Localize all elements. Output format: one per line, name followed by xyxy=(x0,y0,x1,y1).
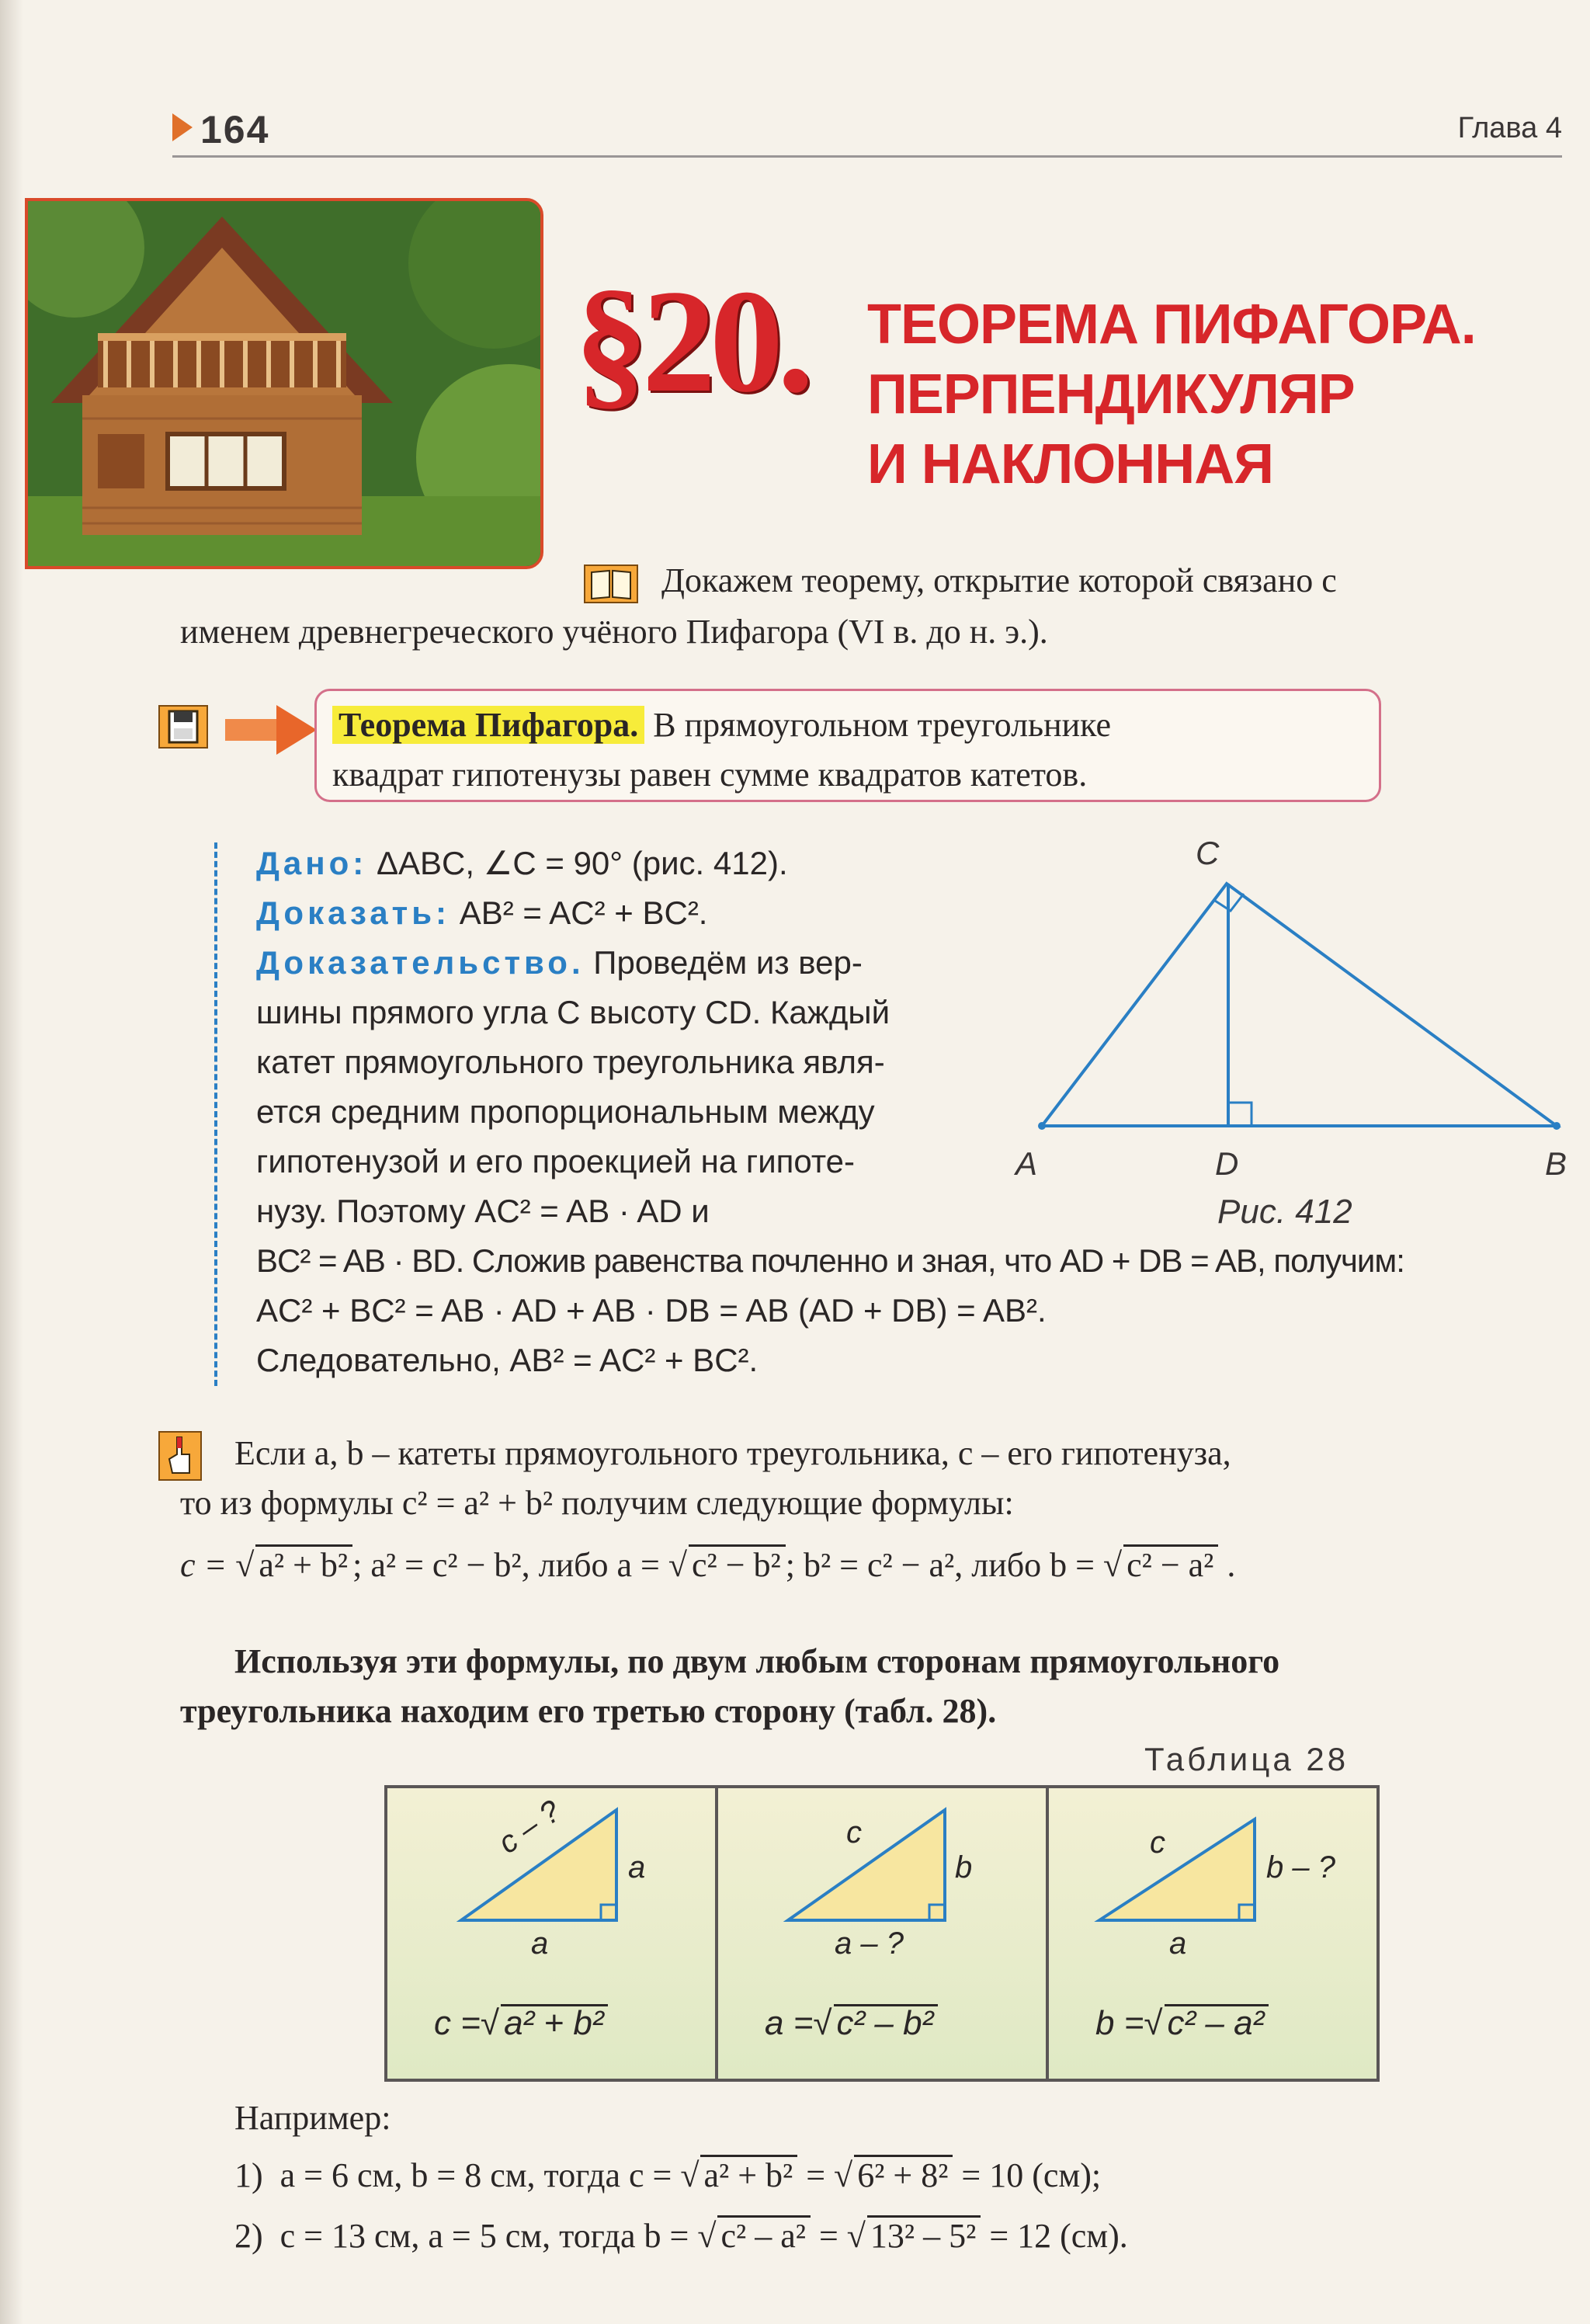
cell-formula xyxy=(434,2004,608,2043)
leg-label: b – ? xyxy=(1266,1850,1335,1885)
page-marker-arrow-icon xyxy=(172,113,193,141)
example-number: 1) xyxy=(234,2156,263,2194)
hypotenuse-label: c xyxy=(1150,1826,1165,1860)
proof-line: Проведём из вер- xyxy=(584,944,863,981)
prove-keyword: Доказать: xyxy=(256,895,451,931)
formula-table xyxy=(384,1785,1380,2082)
table-cell xyxy=(1049,1788,1376,2079)
proof-line: BC² = AB · BD. Сложив равенства почленно и зная, что AD + DB = AB, получим: xyxy=(256,1242,1404,1279)
radicand: c² – a² xyxy=(1165,2004,1269,2041)
vertex-label-d: D xyxy=(1215,1145,1239,1182)
example-heading: Например: xyxy=(234,2099,391,2137)
radicand: c² – b² xyxy=(834,2004,939,2041)
prove-text: AB² = AC² + BC². xyxy=(450,895,708,931)
theorem-statement: квадрат гипотенузы равен сумме квадратов катетов. xyxy=(332,756,1088,794)
sqrt-sign-icon: √ xyxy=(1144,2004,1163,2042)
formulas-line: то из формулы c² = a² + b² получим следующие формулы: xyxy=(180,1484,1014,1522)
page-edge-shadow xyxy=(0,0,23,2324)
radicand: a² + b² xyxy=(255,1544,352,1584)
radicand: c² − a² xyxy=(1123,1544,1218,1584)
theorem-statement: В прямоугольном треугольнике xyxy=(644,706,1111,744)
triangle-figure xyxy=(1002,835,1590,1238)
given-text: ΔABC, ∠C = 90° (рис. 412). xyxy=(367,845,788,881)
proof-line: шины прямого угла C высоту CD. Каждый xyxy=(256,994,890,1030)
hypotenuse-label: c xyxy=(846,1815,862,1850)
formulas-line: Если a, b – катеты прямоугольного треугольника, c – его гипотенуза, xyxy=(234,1434,1231,1472)
radicand: 13² – 5² xyxy=(867,2215,981,2255)
hypotenuse-label: c – ? xyxy=(491,1794,568,1860)
example-block xyxy=(180,2093,1578,2261)
table-label: Таблица 28 xyxy=(1144,1741,1349,1777)
formula-left: a = xyxy=(765,2004,814,2042)
given-keyword: Дано: xyxy=(256,845,368,881)
section-title-line: И НАКЛОННАЯ xyxy=(867,433,1273,495)
floppy-disk-icon xyxy=(158,705,208,749)
leg-label: a xyxy=(628,1850,646,1885)
chapter-label: Глава 4 xyxy=(1457,112,1562,144)
proof-keyword: Доказательство. xyxy=(256,944,585,981)
vertex-label-b: B xyxy=(1545,1145,1567,1182)
house-photo xyxy=(25,198,543,569)
sqrt-sign-icon: √ xyxy=(235,1546,255,1584)
proof-line: Следовательно, AB² = AC² + BC². xyxy=(256,1342,759,1378)
radicand: 6² + 8² xyxy=(854,2155,953,2194)
radicand: c² – a² xyxy=(717,2215,810,2255)
formulas-paragraph xyxy=(180,1429,1578,1590)
cell-formula xyxy=(765,2004,938,2043)
section-title-line: ТЕОРЕМА ПИФАГОРА. xyxy=(867,294,1476,356)
example-text: = xyxy=(797,2156,835,2194)
page-number: 164 xyxy=(200,108,270,151)
usage-line: Используя эти формулы, по двум любым сторонам прямоугольного xyxy=(234,1642,1280,1680)
base-label: a – ? xyxy=(835,1926,904,1961)
sqrt-sign-icon: √ xyxy=(834,2156,853,2194)
theorem-text xyxy=(332,700,1373,800)
leg-label: b xyxy=(955,1850,973,1885)
radicand: c² − b² xyxy=(689,1544,786,1584)
radicand: a² + b² xyxy=(501,2004,608,2041)
intro-line: Докажем теорему, открытие которой связано с xyxy=(661,561,1337,599)
intro-paragraph xyxy=(180,555,1570,658)
proof-line: гипотенузой и его проекцией на гипоте- xyxy=(256,1143,855,1179)
table-cell xyxy=(718,1788,1049,2079)
page-header xyxy=(172,109,1562,158)
section-number: §20. xyxy=(575,260,808,423)
table-cell xyxy=(387,1788,718,2079)
example-text: = xyxy=(810,2217,847,2255)
arrow-right-icon xyxy=(225,699,318,761)
radicand: a² + b² xyxy=(700,2155,797,2194)
sqrt-sign-icon: √ xyxy=(846,2217,866,2255)
example-text: = 10 (см); xyxy=(953,2156,1102,2194)
formula-left: c = xyxy=(434,2004,481,2042)
formula-text: c = xyxy=(180,1546,236,1584)
proof-line: ется средним пропорциональным между xyxy=(256,1093,875,1130)
theorem-title: Теорема Пифагора. xyxy=(332,706,644,744)
section-title-line: ПЕРПЕНДИКУЛЯР xyxy=(867,363,1355,426)
example-text: c = 13 см, a = 5 см, тогда b = xyxy=(279,2217,698,2255)
example-row xyxy=(180,2151,1578,2201)
example-number: 2) xyxy=(234,2217,263,2255)
formula-text: ; a² = c² − b², либо a = xyxy=(352,1546,668,1584)
base-label: a xyxy=(1169,1926,1187,1961)
figure-caption: Рис. 412 xyxy=(1217,1193,1352,1231)
formula-text: ; b² = c² − a², либо b = xyxy=(785,1546,1103,1584)
example-text: = 12 (см). xyxy=(981,2217,1128,2255)
section-title xyxy=(867,290,1566,499)
vertex-label-c: C xyxy=(1196,835,1220,871)
vertex-label-a: A xyxy=(1015,1145,1038,1182)
formulas-row xyxy=(180,1541,1578,1590)
proof-line: катет прямоугольного треугольника явля- xyxy=(256,1044,885,1080)
intro-line: именем древнегреческого учёного Пифагора (VI в. до н. э.). xyxy=(180,613,1048,651)
sqrt-sign-icon: √ xyxy=(697,2217,717,2255)
example-row xyxy=(180,2211,1578,2261)
formula-text: . xyxy=(1218,1546,1236,1584)
sqrt-sign-icon: √ xyxy=(813,2004,832,2042)
proof-line: AC² + BC² = AB · AD + AB · DB = AB (AD + DB) = AB². xyxy=(256,1292,1047,1329)
usage-paragraph xyxy=(180,1637,1578,1736)
sqrt-sign-icon: √ xyxy=(668,1546,688,1584)
sqrt-sign-icon: √ xyxy=(1102,1546,1123,1584)
cell-formula xyxy=(1095,2004,1269,2043)
proof-line: нузу. Поэтому AC² = AB · AD и xyxy=(256,1193,710,1229)
usage-line: треугольника находим его третью сторону (табл. 28). xyxy=(180,1692,997,1730)
sqrt-sign-icon: √ xyxy=(680,2156,700,2194)
sqrt-sign-icon: √ xyxy=(480,2004,500,2042)
proof-margin-line xyxy=(214,842,217,1386)
example-text: a = 6 см, b = 8 см, тогда c = xyxy=(279,2156,681,2194)
formula-left: b = xyxy=(1095,2004,1144,2042)
base-label: a xyxy=(531,1926,549,1961)
